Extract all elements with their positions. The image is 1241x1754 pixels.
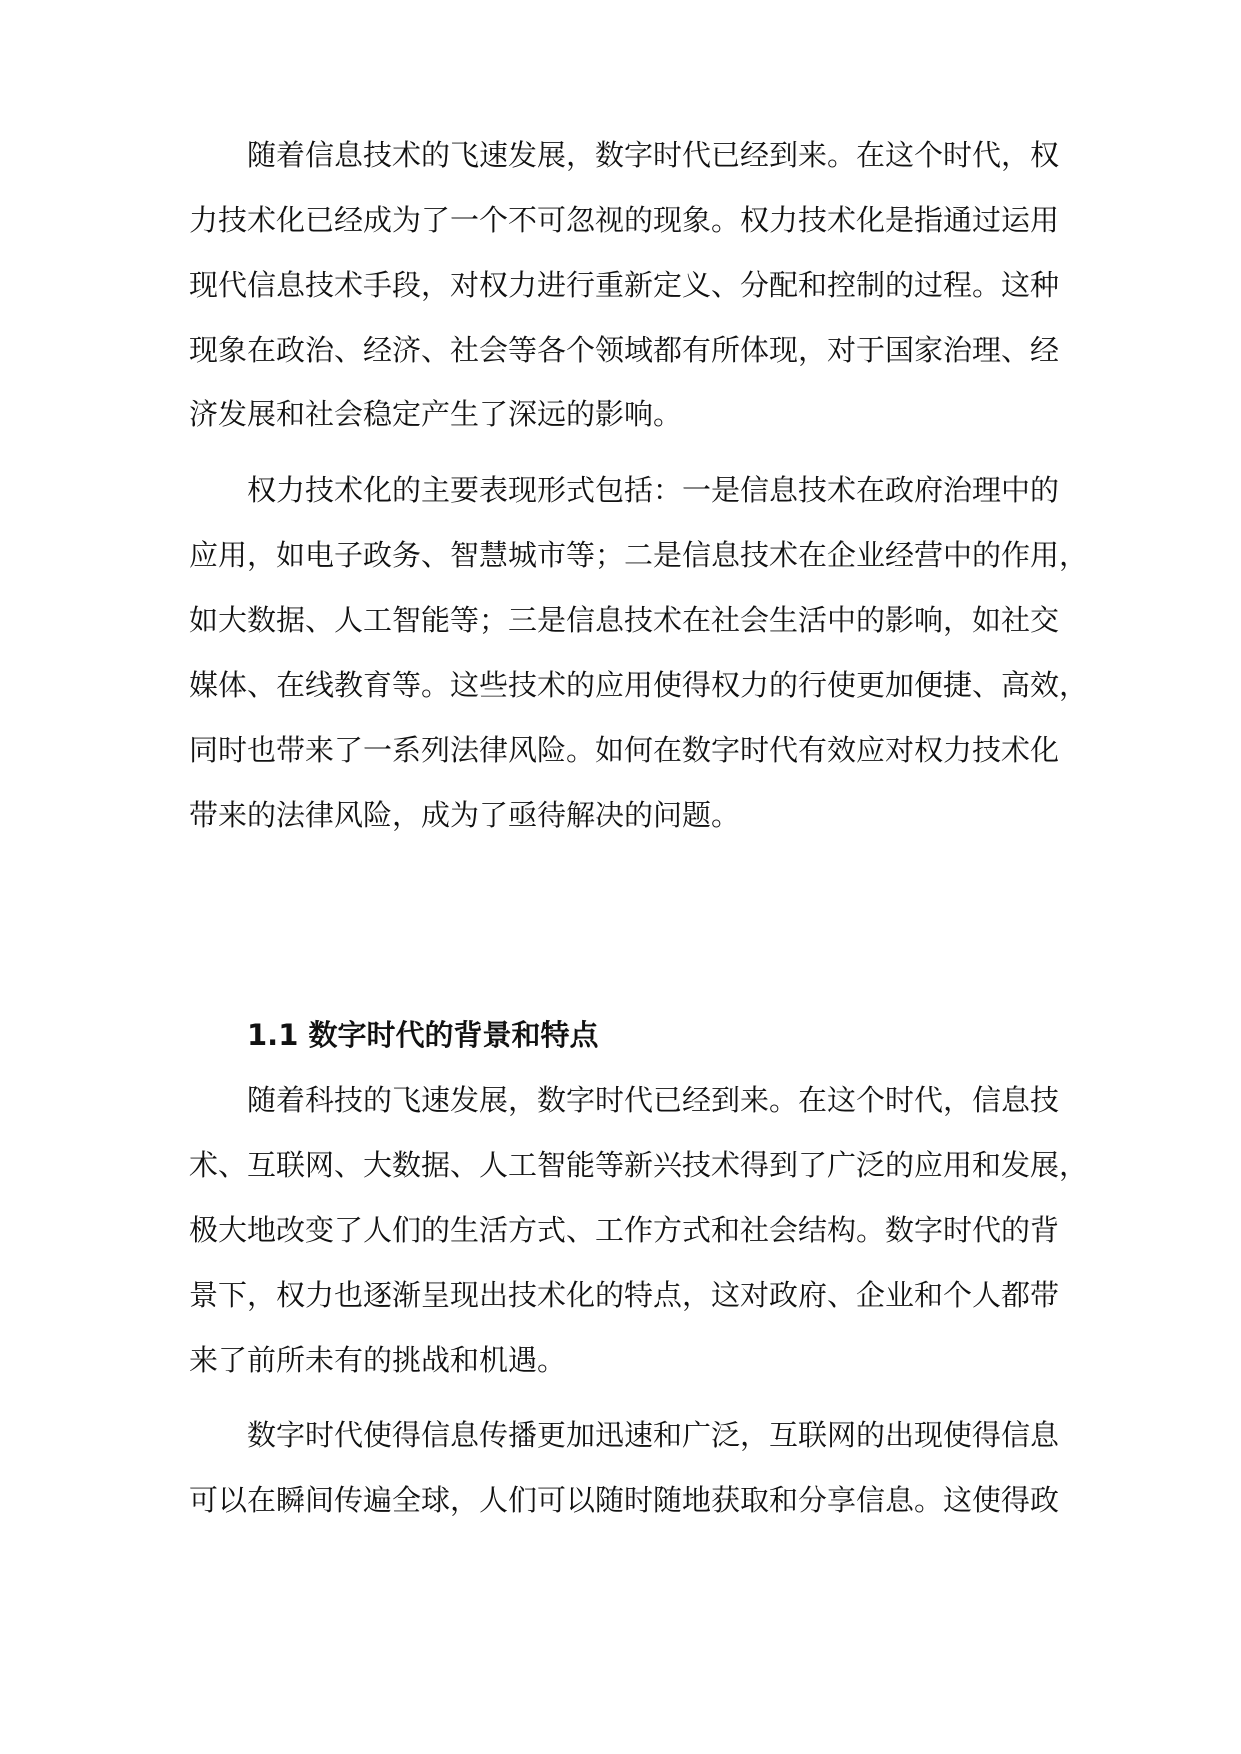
text-line: 现代信息技术手段，对权力进行重新定义、分配和控制的过程。这种 [189,268,1060,302]
text-line: 媒体、在线教育等。这些技术的应用使得权力的行使更加便捷、高效， [189,668,1089,702]
text-line: 随着科技的飞速发展，数字时代已经到来。在这个时代，信息技 [247,1083,1060,1117]
text-line: 济发展和社会稳定产生了深远的影响。 [189,397,683,431]
text-line: 权力技术化的主要表现形式包括：一是信息技术在政府治理中的 [247,473,1060,507]
text-line: 如大数据、人工智能等；三是信息技术在社会生活中的影响，如社交 [189,603,1060,637]
text-line: 随着信息技术的飞速发展，数字时代已经到来。在这个时代，权 [247,138,1060,172]
text-line: 同时也带来了一系列法律风险。如何在数字时代有效应对权力技术化 [189,733,1060,767]
text-line: 带来的法律风险，成为了亟待解决的问题。 [189,798,741,832]
text-line: 可以在瞬间传遍全球，人们可以随时随地获取和分享信息。这使得政 [189,1483,1060,1517]
text-line: 术、互联网、大数据、人工智能等新兴技术得到了广泛的应用和发展， [189,1148,1089,1182]
text-line: 极大地改变了人们的生活方式、工作方式和社会结构。数字时代的背 [189,1213,1060,1247]
text-line: 应用，如电子政务、智慧城市等；二是信息技术在企业经营中的作用， [189,538,1089,572]
text-line: 景下，权力也逐渐呈现出技术化的特点，这对政府、企业和个人都带 [189,1278,1060,1312]
section-heading: 1.1 数字时代的背景和特点 [247,1018,599,1052]
text-line: 数字时代使得信息传播更加迅速和广泛，互联网的出现使得信息 [247,1418,1060,1452]
text-line: 现象在政治、经济、社会等各个领域都有所体现，对于国家治理、经 [189,333,1060,367]
text-line: 力技术化已经成为了一个不可忽视的现象。权力技术化是指通过运用 [189,203,1060,237]
text-line: 来了前所未有的挑战和机遇。 [189,1343,567,1377]
